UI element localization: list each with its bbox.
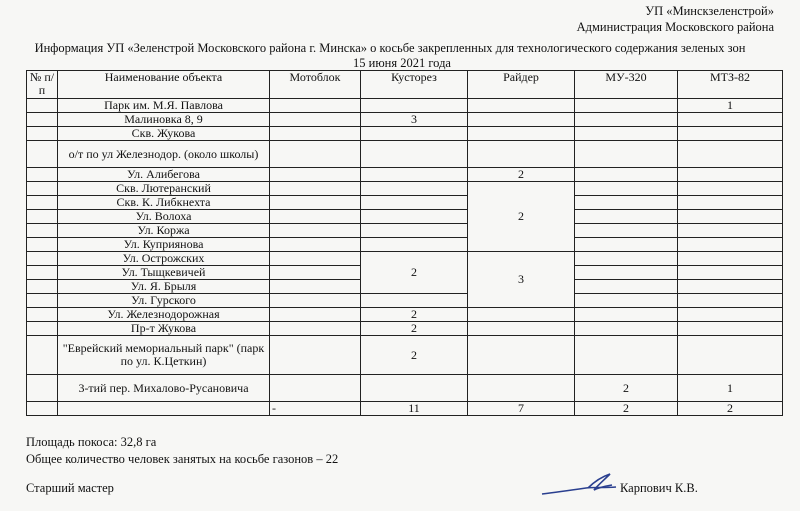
object-name: Ул. Алибегова <box>58 168 270 182</box>
object-name: Ул. Гурского <box>58 294 270 308</box>
object-name: Скв. Лютеранский <box>58 182 270 196</box>
org-name: УП «Минскзеленстрой» <box>645 4 774 18</box>
table-row <box>27 127 783 141</box>
col-header-rider: Райдер <box>468 71 575 99</box>
mowing-area: Площадь покоса: 32,8 га <box>26 435 157 449</box>
signer-name: Карпович К.В. <box>620 481 698 495</box>
col-header-mtz82: МТЗ-82 <box>678 71 783 99</box>
table-row <box>27 252 783 266</box>
kustorez-cell: 3 <box>361 113 468 127</box>
table-header-row <box>27 71 783 99</box>
col-header-object: Наименование объекта <box>58 71 270 99</box>
kustorez-cell: 2 <box>361 322 468 336</box>
rider-merged-cell: 2 <box>468 182 575 252</box>
mtz82-cell: 1 <box>678 99 783 113</box>
object-name: Ул. Волоха <box>58 210 270 224</box>
object-name: "Еврейский мемориальный парк" (парк по ул. К.Цеткин) <box>58 336 270 375</box>
signer-position: Старший мастер <box>26 481 114 495</box>
table-row <box>27 141 783 168</box>
total-mu320: 2 <box>575 402 678 416</box>
table-row <box>27 99 783 113</box>
object-name: Пр-т Жукова <box>58 322 270 336</box>
mowing-table <box>26 70 783 416</box>
signature-icon <box>538 470 622 500</box>
mu320-cell: 2 <box>575 375 678 402</box>
object-name: Ул. Железнодорожная <box>58 308 270 322</box>
table-row <box>27 238 783 252</box>
mtz82-cell: 1 <box>678 375 783 402</box>
table-row <box>27 168 783 182</box>
kustorez-cell: 2 <box>361 336 468 375</box>
object-name: Скв. Жукова <box>58 127 270 141</box>
table-row <box>27 336 783 375</box>
object-name: Скв. К. Либкнехта <box>58 196 270 210</box>
col-header-motoblok: Мотоблок <box>270 71 361 99</box>
kustorez-cell: 2 <box>361 308 468 322</box>
object-name: Ул. Коржа <box>58 224 270 238</box>
total-mtz82: 2 <box>678 402 783 416</box>
col-header-kustorez: Кусторез <box>361 71 468 99</box>
table-row <box>27 308 783 322</box>
title-date: 15 июня 2021 года <box>353 56 451 70</box>
table-row <box>27 375 783 402</box>
title-text: Информация УП «Зеленстрой Московского района г. Минска» о косьбе закрепленных для технологического содержания зеленых зон <box>34 41 746 55</box>
object-name: о/т по ул Железнодор. (около школы) <box>58 141 270 168</box>
total-kustorez: 11 <box>361 402 468 416</box>
table-row <box>27 113 783 127</box>
table-row <box>27 322 783 336</box>
kustorez-merged-cell: 2 <box>361 252 468 294</box>
rider-cell: 2 <box>468 168 575 182</box>
totals-row <box>27 402 783 416</box>
org-department: Администрация Московского района <box>576 20 774 34</box>
object-name: Ул. Я. Брыля <box>58 280 270 294</box>
total-motoblok: - <box>270 402 361 416</box>
summary <box>26 434 338 468</box>
total-rider: 7 <box>468 402 575 416</box>
people-count: Общее количество человек занятых на косьбе газонов – 22 <box>26 452 339 466</box>
table-row <box>27 182 783 196</box>
object-name: Ул. Острожских <box>58 252 270 266</box>
col-header-mu320: МУ-320 <box>575 71 678 99</box>
table-row <box>27 224 783 238</box>
col-header-number: № п/п <box>27 71 58 99</box>
object-name: Ул. Тыщкевичей <box>58 266 270 280</box>
table-row <box>27 210 783 224</box>
document-title <box>0 41 800 71</box>
table-row <box>27 294 783 308</box>
rider-merged-cell: 3 <box>468 252 575 308</box>
object-name: 3-тий пер. Михалово-Русановича <box>58 375 270 402</box>
object-name: Парк им. М.Я. Павлова <box>58 99 270 113</box>
organization-header <box>577 3 774 35</box>
table-row <box>27 196 783 210</box>
object-name: Малиновка 8, 9 <box>58 113 270 127</box>
object-name: Ул. Куприянова <box>58 238 270 252</box>
